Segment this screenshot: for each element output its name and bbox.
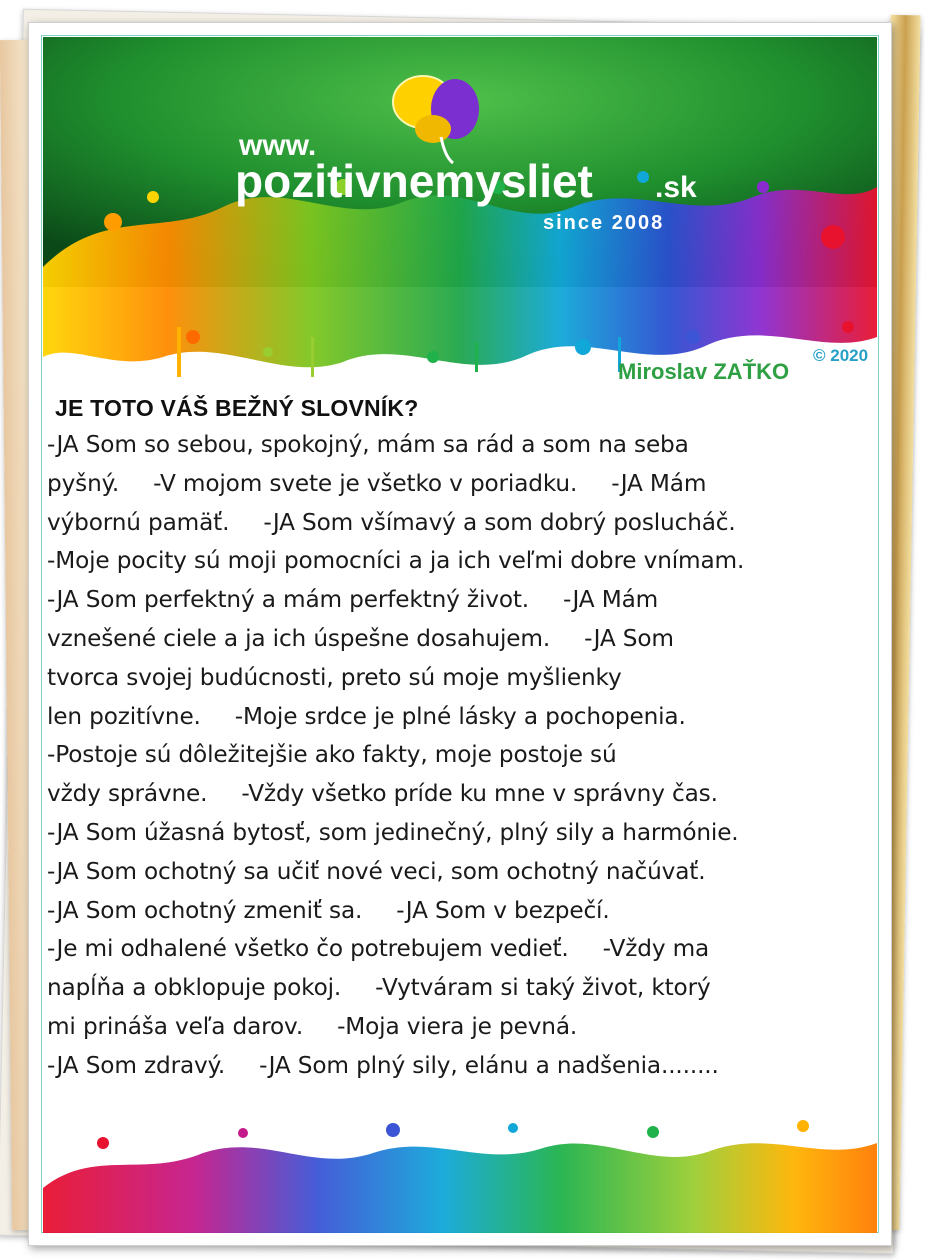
affirmation-line [47, 620, 887, 659]
affirmation-segment: -JA Mám [611, 469, 707, 497]
affirmation-lines [47, 426, 887, 1086]
affirmation-line [47, 1047, 887, 1086]
affirmation-segment: -Vytváram si taký život, ktorý [375, 974, 711, 1002]
affirmation-segment: -JA Som zdravý. [47, 1051, 226, 1079]
affirmation-segment: -Postoje sú dôležitejšie ako fakty, moje postoje sú [47, 741, 617, 769]
affirmation-line [47, 969, 887, 1008]
affirmation-segment: -Je mi odhalené všetko čo potrebujem vedieť. [47, 935, 569, 963]
affirmation-segment: tvorca svojej budúcnosti, preto sú moje myšlienky [47, 663, 622, 691]
affirmation-line [47, 892, 887, 931]
affirmation-line [47, 775, 887, 814]
affirmation-line [47, 465, 887, 504]
banner-graphic [43, 37, 877, 397]
affirmation-segment: -JA Som ochotný sa učiť nové veci, som ochotný načúvať. [47, 857, 706, 885]
affirmation-line [47, 853, 887, 892]
affirmation-segment: -Moja viera je pevná. [337, 1012, 578, 1040]
affirmation-segment: -Vždy všetko príde ku mne v správny čas. [241, 780, 718, 808]
affirmation-segment: -V mojom svete je všetko v poriadku. [153, 469, 578, 497]
affirmation-line [47, 1008, 887, 1047]
header-banner [43, 37, 877, 397]
footer-paint-splash [43, 1118, 877, 1233]
affirmation-segment: výbornú pamäť. [47, 508, 230, 536]
affirmation-segment: vznešené ciele a ja ich úspešne dosahujem. [47, 624, 551, 652]
affirmation-segment: napĺňa a obklopuje pokoj. [47, 974, 342, 1002]
page-title: JE TOTO VÁŠ BEŽNÝ SLOVNÍK? [55, 395, 419, 421]
affirmation-segment: pyšný. [47, 469, 120, 497]
footer-splash-graphic [43, 1118, 877, 1233]
affirmation-line [47, 504, 887, 543]
affirmation-segment: -JA Som [584, 624, 674, 652]
affirmation-segment: len pozitívne. [47, 702, 201, 730]
affirmation-segment: -JA Som so sebou, spokojný, mám sa rád a som na seba [47, 431, 689, 458]
affirmation-segment: -Moje pocity sú moji pomocníci a ja ich veľmi dobre vnímam. [47, 547, 745, 575]
affirmation-segment: -JA Som všímavý a som dobrý poslucháč. [263, 508, 736, 536]
site-tld-text: .sk [655, 171, 697, 204]
affirmation-line [47, 736, 887, 775]
footer-paint-drops [97, 1120, 809, 1149]
affirmation-line [47, 542, 887, 581]
affirmation-segment: vždy správne. [47, 780, 208, 808]
affirmation-segment: -JA Som v bezpečí. [396, 896, 610, 924]
affirmation-line [47, 581, 887, 620]
affirmation-segment: -JA Som perfektný a mám perfektný život. [47, 586, 530, 614]
footer-splash-band [43, 1143, 877, 1233]
affirmation-line [47, 426, 887, 465]
affirmation-line [47, 814, 887, 853]
affirmation-segment: -Moje srdce je plné lásky a pochopenia. [234, 702, 686, 730]
since-text: since 2008 [543, 212, 665, 234]
poster-card [28, 22, 892, 1246]
affirmation-segment: -JA Som plný sily, elánu a nadšenia........ [259, 1051, 719, 1079]
affirmation-line [47, 659, 887, 698]
affirmation-segment: -JA Som úžasná bytosť, som jedinečný, plný sily a harmónie. [47, 818, 739, 846]
affirmation-segment: mi prináša veľa darov. [47, 1012, 304, 1040]
affirmation-segment: -JA Mám [563, 586, 659, 614]
affirmation-text-block [47, 395, 887, 1086]
affirmation-line [47, 930, 887, 969]
site-name-text: pozitivnemysliet [235, 155, 593, 207]
site-www-text: www. [239, 129, 317, 162]
copyright-text: © 2020 [813, 346, 869, 365]
affirmation-segment: -Vždy ma [602, 935, 710, 963]
affirmation-segment: -JA Som ochotný zmeniť sa. [47, 896, 363, 924]
author-name: Miroslav ZAŤKO [618, 359, 790, 384]
affirmation-line [47, 698, 887, 737]
